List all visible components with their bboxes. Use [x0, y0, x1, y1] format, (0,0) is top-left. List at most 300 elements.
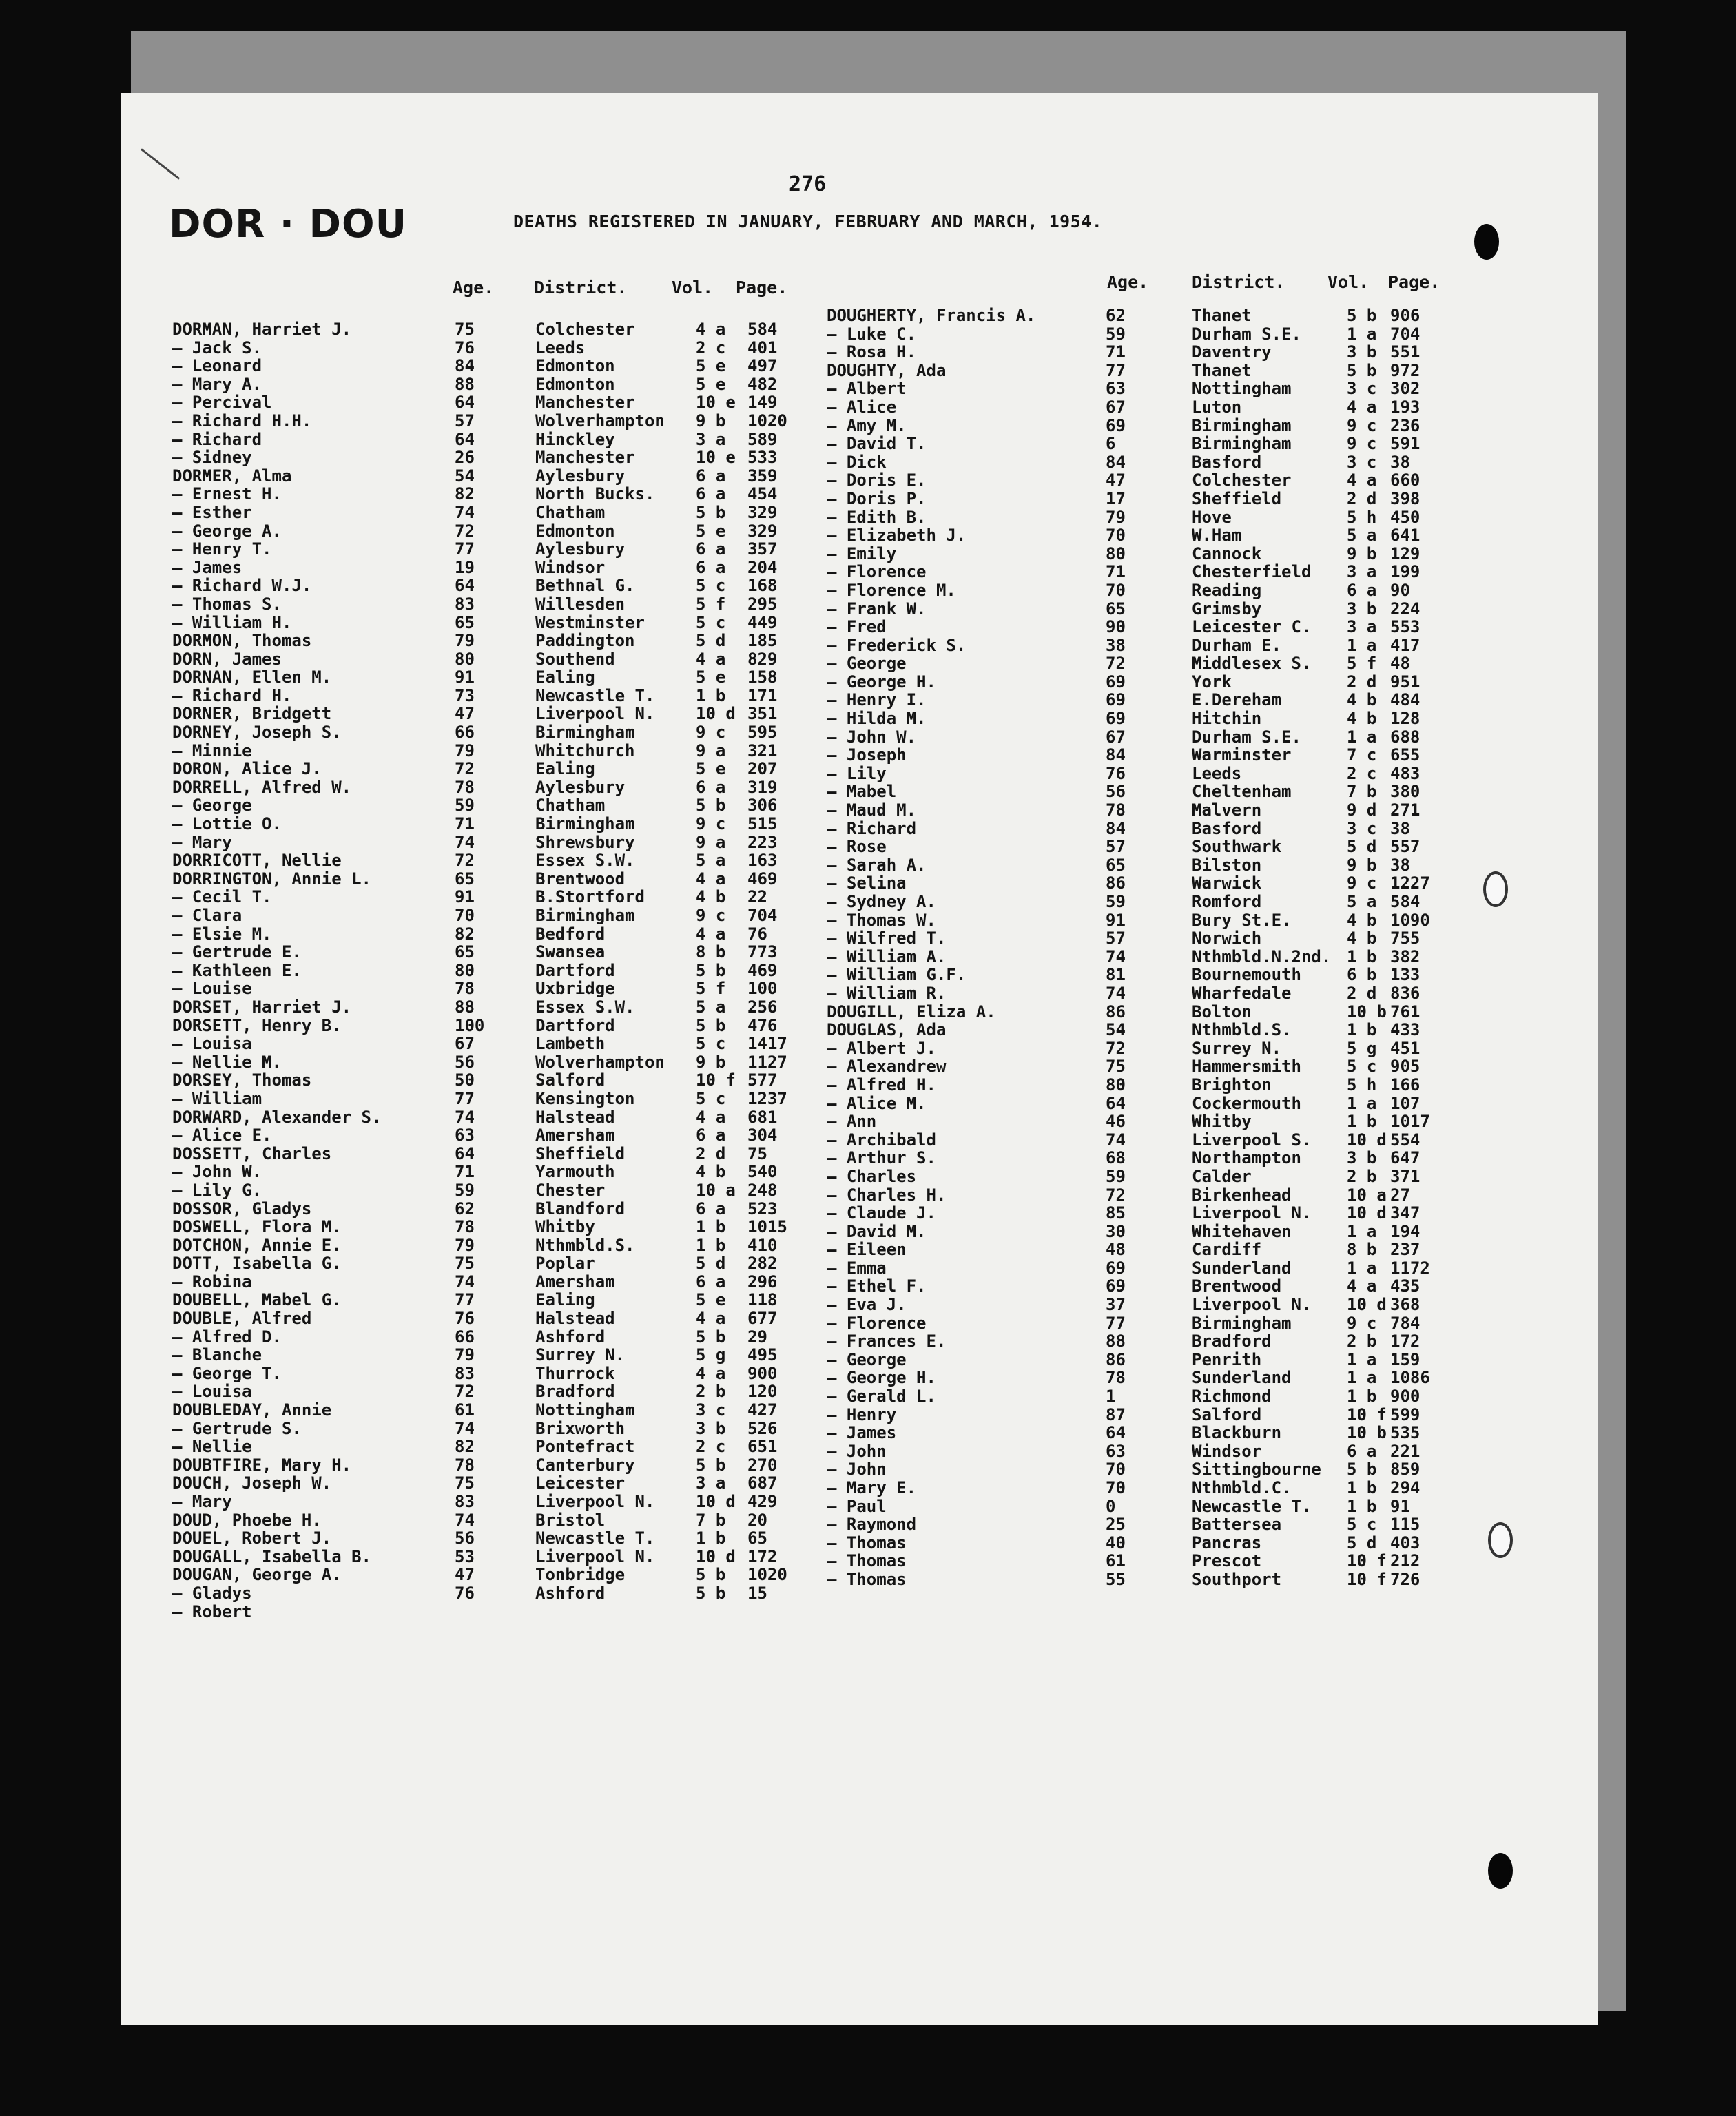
entry-vol: 5 c	[696, 1034, 726, 1054]
entry-name: — Ann	[827, 1112, 877, 1132]
entry-vol: 10 f	[1347, 1404, 1387, 1424]
entry-age: 57	[455, 411, 475, 431]
entry-age: 74	[455, 1510, 475, 1530]
entry-vol: 5 d	[696, 1254, 726, 1274]
entry-name: DORWARD, Alexander S.	[172, 1107, 382, 1127]
entry-age: 88	[455, 374, 475, 394]
entry-name: — Rosa H.	[827, 342, 917, 362]
entry-vol: 3 b	[1347, 342, 1377, 362]
entry-district: Prescot	[1192, 1551, 1262, 1571]
entry-age: 75	[455, 1473, 475, 1493]
entry-page: 451	[1390, 1038, 1420, 1058]
entry-age: 64	[455, 1143, 475, 1163]
entry-vol: 7 b	[1347, 782, 1377, 802]
entry-district: Shrewsbury	[535, 832, 635, 852]
entry-name: — Dick	[827, 452, 887, 472]
entry-name: — Henry	[827, 1404, 897, 1424]
entry-name: — Richard H.H.	[172, 411, 312, 431]
entry-page: 149	[747, 393, 778, 413]
entry-name: DORRICOTT, Nellie	[172, 851, 342, 871]
entry-age: 91	[455, 887, 475, 907]
entry-age: 50	[455, 1070, 475, 1090]
entry-page: 469	[747, 960, 778, 980]
entry-district: Halstead	[535, 1107, 615, 1127]
entry-age: 76	[455, 1583, 475, 1603]
entry-age: 65	[455, 612, 475, 632]
entry-district: Newcastle T.	[535, 1528, 655, 1548]
entry-page: 207	[747, 759, 778, 779]
entry-age: 72	[1106, 654, 1126, 674]
entry-age: 78	[1106, 800, 1126, 820]
entry-age: 69	[1106, 1258, 1126, 1278]
entry-age: 56	[455, 1528, 475, 1548]
entry-name: — Emma	[827, 1258, 887, 1278]
right-header-vol: Vol.	[1327, 272, 1370, 292]
entry-name: — Nellie M.	[172, 1052, 282, 1072]
entry-name: — William	[172, 1088, 262, 1108]
entry-age: 53	[455, 1546, 475, 1566]
entry-district: Wolverhampton	[535, 411, 665, 431]
entry-name: — Eileen	[827, 1240, 907, 1260]
entry-district: Hove	[1192, 507, 1232, 527]
entry-page: 15	[747, 1583, 767, 1603]
entry-age: 100	[455, 1015, 485, 1035]
entry-vol: 6 a	[696, 1199, 726, 1218]
entry-age: 85	[1106, 1203, 1126, 1223]
entry-name: — Robert	[172, 1601, 252, 1621]
entry-district: B.Stortford	[535, 887, 645, 907]
entry-page: 1172	[1390, 1258, 1430, 1278]
entry-district: Aylesbury	[535, 539, 626, 559]
entry-vol: 5 e	[696, 759, 726, 779]
right-header-age: Age.	[1107, 272, 1149, 292]
entry-vol: 1 b	[1347, 946, 1377, 966]
entry-age: 74	[455, 1272, 475, 1292]
entry-name: — George T.	[172, 1363, 282, 1383]
entry-name: — John W.	[172, 1162, 262, 1182]
entry-district: Daventry	[1192, 342, 1272, 362]
entry-district: Bradford	[535, 1382, 615, 1402]
entry-vol: 6 a	[696, 777, 726, 797]
entry-page: 449	[747, 612, 778, 632]
entry-vol: 2 b	[1347, 1331, 1377, 1351]
entry-name: — George	[827, 654, 907, 674]
entry-age: 47	[1106, 470, 1126, 490]
entry-age: 83	[455, 594, 475, 614]
entry-district: Birmingham	[1192, 1313, 1292, 1333]
entry-district: Warwick	[1192, 873, 1262, 893]
entry-vol: 10 b	[1347, 1002, 1387, 1021]
entry-age: 72	[455, 759, 475, 779]
entry-age: 74	[1106, 946, 1126, 966]
entry-page: 38	[1390, 818, 1410, 838]
entry-district: Romford	[1192, 892, 1262, 911]
entry-district: Bury St.E.	[1192, 910, 1292, 930]
entry-page: 166	[1390, 1075, 1420, 1095]
entry-page: 577	[747, 1070, 778, 1090]
entry-district: Paddington	[535, 631, 635, 651]
entry-vol: 7 b	[696, 1510, 726, 1530]
entry-name: — Ethel F.	[827, 1276, 927, 1296]
entry-vol: 10 f	[696, 1070, 736, 1090]
entry-age: 86	[1106, 873, 1126, 893]
entry-age: 1	[1106, 1387, 1116, 1407]
entry-district: Chester	[535, 1180, 606, 1200]
entry-vol: 10 e	[696, 448, 736, 468]
entry-district: Ashford	[535, 1327, 606, 1347]
entry-age: 71	[1106, 562, 1126, 582]
entry-name: — Florence	[827, 562, 927, 582]
entry-age: 76	[1106, 763, 1126, 783]
entry-age: 84	[1106, 452, 1126, 472]
entry-vol: 5 f	[696, 594, 726, 614]
entry-district: Cockermouth	[1192, 1093, 1301, 1113]
binder-hole-middle	[1483, 871, 1508, 907]
entry-name: DORMON, Thomas	[172, 631, 312, 651]
entry-page: 368	[1390, 1295, 1420, 1315]
entry-age: 65	[1106, 855, 1126, 875]
entry-age: 54	[1106, 1020, 1126, 1040]
entry-page: 172	[1390, 1331, 1420, 1351]
entry-vol: 4 a	[696, 320, 726, 339]
left-header-page: Page.	[736, 278, 788, 298]
entry-district: Newcastle T.	[1192, 1496, 1312, 1516]
entry-page: 29	[747, 1327, 767, 1347]
entry-vol: 1 a	[1347, 635, 1377, 655]
entry-district: Southport	[1192, 1569, 1282, 1589]
entry-vol: 9 c	[696, 906, 726, 925]
entry-vol: 6 a	[696, 1272, 726, 1292]
entry-page: 551	[1390, 342, 1420, 362]
entry-vol: 1 a	[1347, 1221, 1377, 1241]
entry-age: 83	[455, 1492, 475, 1511]
entry-age: 69	[1106, 709, 1126, 729]
entry-district: Nthmbld.N.2nd.	[1192, 946, 1332, 966]
entry-name: — Sarah A.	[827, 855, 927, 875]
entry-vol: 3 b	[1347, 1148, 1377, 1168]
entry-age: 82	[455, 484, 475, 504]
entry-page: 1017	[1390, 1112, 1430, 1132]
entry-vol: 5 b	[696, 796, 726, 816]
entry-name: — Gladys	[172, 1583, 252, 1603]
entry-district: Bilston	[1192, 855, 1262, 875]
entry-page: 540	[747, 1162, 778, 1182]
entry-age: 77	[455, 1088, 475, 1108]
entry-vol: 3 c	[1347, 818, 1377, 838]
entry-page: 380	[1390, 782, 1420, 802]
entry-name: — Louisa	[172, 1034, 252, 1054]
entry-vol: 5 a	[696, 851, 726, 871]
entry-age: 59	[455, 1180, 475, 1200]
entry-name: DORSEY, Thomas	[172, 1070, 312, 1090]
entry-page: 761	[1390, 1002, 1420, 1021]
entry-name: — Gertrude E.	[172, 942, 302, 962]
entry-district: York	[1192, 672, 1232, 692]
entry-name: — Joseph	[827, 745, 907, 765]
entry-name: DOUGLAS, Ada	[827, 1020, 947, 1040]
entry-age: 73	[455, 685, 475, 705]
entry-age: 63	[455, 1126, 475, 1145]
entry-vol: 2 d	[1347, 672, 1377, 692]
entry-name: — Charles	[827, 1166, 917, 1186]
register-heading: DEATHS REGISTERED IN JANUARY, FEBRUARY AND MARCH, 1954.	[513, 211, 1103, 231]
entry-age: 72	[1106, 1038, 1126, 1058]
entry-vol: 6 a	[696, 484, 726, 504]
entry-district: Essex S.W.	[535, 851, 635, 871]
entry-name: DORMAN, Harriet J.	[172, 320, 352, 339]
entry-page: 526	[747, 1418, 778, 1438]
entry-page: 120	[747, 1382, 778, 1402]
entry-vol: 10 d	[696, 1492, 736, 1511]
entry-age: 63	[1106, 379, 1126, 399]
entry-district: Willesden	[535, 594, 626, 614]
entry-name: — John W.	[827, 727, 917, 747]
entry-age: 38	[1106, 635, 1126, 655]
entry-page: 38	[1390, 452, 1410, 472]
entry-page: 900	[1390, 1387, 1420, 1407]
entry-age: 54	[455, 466, 475, 486]
entry-vol: 5 b	[696, 960, 726, 980]
entry-vol: 4 b	[1347, 929, 1377, 948]
entry-district: Kensington	[535, 1088, 635, 1108]
entry-vol: 10 b	[1347, 1423, 1387, 1443]
entry-page: 382	[1390, 946, 1420, 966]
entry-name: DORON, Alice J.	[172, 759, 322, 779]
entry-district: Pancras	[1192, 1533, 1262, 1553]
entry-page: 972	[1390, 360, 1420, 380]
entry-vol: 4 b	[1347, 709, 1377, 729]
entry-district: Leicester	[535, 1473, 626, 1493]
entry-name: — William R.	[827, 983, 947, 1003]
entry-vol: 5 c	[1347, 1515, 1377, 1535]
entry-district: Sheffield	[535, 1143, 626, 1163]
entry-name: DOUBTFIRE, Mary H.	[172, 1455, 352, 1475]
entry-district: Manchester	[535, 448, 635, 468]
entry-age: 70	[1106, 1478, 1126, 1497]
entry-name: — Elizabeth J.	[827, 526, 967, 546]
entry-vol: 1 b	[1347, 1387, 1377, 1407]
entry-name: DORSET, Harriet J.	[172, 997, 352, 1017]
entry-name: — Henry T.	[172, 539, 272, 559]
entry-age: 65	[455, 869, 475, 889]
entry-age: 74	[1106, 1130, 1126, 1150]
entry-name: DOTT, Isabella G.	[172, 1254, 342, 1274]
entry-district: Basford	[1192, 818, 1262, 838]
register-page	[121, 93, 1598, 2025]
entry-name: DOUCH, Joseph W.	[172, 1473, 332, 1493]
entry-vol: 3 c	[1347, 452, 1377, 472]
entry-page: 951	[1390, 672, 1420, 692]
entry-age: 66	[455, 1327, 475, 1347]
entry-district: Leicester C.	[1192, 617, 1312, 637]
entry-vol: 5 d	[1347, 1533, 1377, 1553]
entry-age: 79	[455, 1235, 475, 1255]
corner-mark	[141, 148, 180, 179]
entry-vol: 4 a	[1347, 470, 1377, 490]
entry-district: Surrey N.	[535, 1345, 626, 1365]
entry-age: 80	[1106, 543, 1126, 563]
entry-vol: 6 a	[696, 557, 726, 577]
entry-vol: 10 f	[1347, 1569, 1387, 1589]
entry-vol: 5 b	[696, 1455, 726, 1475]
entry-name: — Kathleen E.	[172, 960, 302, 980]
entry-district: Liverpool N.	[535, 704, 655, 724]
entry-name: — Charles H.	[827, 1185, 947, 1205]
entry-page: 450	[1390, 507, 1420, 527]
entry-district: Liverpool N.	[1192, 1295, 1312, 1315]
entry-vol: 9 a	[696, 740, 726, 760]
entry-age: 75	[455, 320, 475, 339]
entry-page: 38	[1390, 855, 1410, 875]
entry-name: — Sydney A.	[827, 892, 936, 911]
entry-page: 248	[747, 1180, 778, 1200]
entry-district: Liverpool N.	[535, 1546, 655, 1566]
entry-vol: 5 a	[1347, 892, 1377, 911]
entry-page: 784	[1390, 1313, 1420, 1333]
entry-name: — George	[827, 1349, 907, 1369]
entry-page: 836	[1390, 983, 1420, 1003]
entry-district: Blandford	[535, 1199, 626, 1218]
entry-age: 26	[455, 448, 475, 468]
entry-name: — Robina	[172, 1272, 252, 1292]
entry-name: DOSSOR, Gladys	[172, 1199, 312, 1218]
entry-page: 1015	[747, 1217, 787, 1237]
entry-page: 704	[747, 906, 778, 925]
entry-vol: 1 b	[696, 1235, 726, 1255]
entry-page: 687	[747, 1473, 778, 1493]
entry-name: DOSWELL, Flora M.	[172, 1217, 342, 1237]
entry-page: 296	[747, 1272, 778, 1292]
entry-page: 100	[747, 979, 778, 999]
entry-vol: 5 c	[696, 576, 726, 596]
entry-age: 25	[1106, 1515, 1126, 1535]
entry-page: 1237	[747, 1088, 787, 1108]
entry-age: 80	[1106, 1075, 1126, 1095]
entry-vol: 3 a	[696, 429, 726, 449]
entry-page: 595	[747, 723, 778, 743]
entry-district: Durham E.	[1192, 635, 1282, 655]
entry-age: 69	[1106, 1276, 1126, 1296]
entry-district: Newcastle T.	[535, 685, 655, 705]
entry-page: 1417	[747, 1034, 787, 1054]
entry-vol: 4 b	[696, 1162, 726, 1182]
entry-age: 69	[1106, 690, 1126, 710]
entry-name: — Rose	[827, 837, 887, 857]
entry-vol: 1 b	[696, 1528, 726, 1548]
entry-name: — Alfred D.	[172, 1327, 282, 1347]
entry-age: 72	[1106, 1185, 1126, 1205]
entry-district: Bolton	[1192, 1002, 1252, 1021]
entry-page: 497	[747, 356, 778, 376]
entry-name: — Mary E.	[827, 1478, 917, 1497]
entry-page: 20	[747, 1510, 767, 1530]
entry-vol: 6 a	[696, 466, 726, 486]
entry-page: 660	[1390, 470, 1420, 490]
entry-name: — James	[827, 1423, 897, 1443]
entry-name: — Louisa	[172, 1382, 252, 1402]
entry-page: 688	[1390, 727, 1420, 747]
entry-vol: 3 b	[696, 1418, 726, 1438]
entry-vol: 2 d	[1347, 983, 1377, 1003]
entry-age: 78	[455, 1217, 475, 1237]
entry-page: 900	[747, 1363, 778, 1383]
entry-vol: 5 a	[1347, 526, 1377, 546]
entry-district: Whitchurch	[535, 740, 635, 760]
entry-name: — Amy M.	[827, 415, 907, 435]
entry-vol: 5 b	[696, 502, 726, 522]
entry-page: 172	[747, 1546, 778, 1566]
entry-name: DOUBLEDAY, Annie	[172, 1400, 332, 1420]
entry-vol: 9 b	[696, 1052, 726, 1072]
entry-vol: 1 a	[1347, 1258, 1377, 1278]
entry-name: DOUD, Phoebe H.	[172, 1510, 322, 1530]
entry-name: — Frederick S.	[827, 635, 967, 655]
entry-name: — Frances E.	[827, 1331, 947, 1351]
entry-vol: 1 b	[1347, 1020, 1377, 1040]
entry-age: 71	[455, 814, 475, 834]
entry-name: — Alice E.	[172, 1126, 272, 1145]
entry-district: Aylesbury	[535, 777, 626, 797]
entry-name: — Florence	[827, 1313, 927, 1333]
entry-district: Swansea	[535, 942, 606, 962]
entry-age: 59	[1106, 892, 1126, 911]
entry-age: 74	[455, 1107, 475, 1127]
entry-vol: 3 b	[1347, 599, 1377, 619]
entry-vol: 4 a	[696, 869, 726, 889]
entry-district: E.Dereham	[1192, 690, 1282, 710]
entry-vol: 5 f	[696, 979, 726, 999]
entry-district: Edmonton	[535, 374, 615, 394]
entry-name: DOSSETT, Charles	[172, 1143, 332, 1163]
entry-age: 76	[455, 338, 475, 357]
entry-age: 48	[1106, 1240, 1126, 1260]
entry-district: Essex S.W.	[535, 997, 635, 1017]
entry-district: Battersea	[1192, 1515, 1282, 1535]
entry-vol: 10 d	[1347, 1295, 1387, 1315]
entry-age: 46	[1106, 1112, 1126, 1132]
entry-page: 429	[747, 1492, 778, 1511]
entry-age: 79	[455, 740, 475, 760]
entry-name: — Mary	[172, 1492, 232, 1511]
entry-page: 115	[1390, 1515, 1420, 1535]
entry-vol: 5 b	[696, 1015, 726, 1035]
entry-name: — Thomas S.	[172, 594, 282, 614]
entry-age: 70	[1106, 526, 1126, 546]
entry-vol: 4 a	[1347, 397, 1377, 417]
entry-name: — Richard H.	[172, 685, 292, 705]
entry-name: — Blanche	[172, 1345, 262, 1365]
entry-age: 69	[1106, 415, 1126, 435]
entry-district: Whitehaven	[1192, 1221, 1292, 1241]
entry-vol: 9 d	[1347, 800, 1377, 820]
entry-page: 591	[1390, 434, 1420, 454]
entry-name: — Alfred H.	[827, 1075, 936, 1095]
entry-age: 79	[455, 631, 475, 651]
entry-vol: 4 a	[696, 1309, 726, 1329]
entry-page: 22	[747, 887, 767, 907]
entry-vol: 6 a	[696, 539, 726, 559]
entry-district: Dartford	[535, 960, 615, 980]
entry-page: 282	[747, 1254, 778, 1274]
entry-vol: 5 e	[696, 521, 726, 541]
entry-district: Thurrock	[535, 1363, 615, 1383]
entry-name: DORNER, Bridgett	[172, 704, 332, 724]
binder-hole-bottom	[1488, 1853, 1513, 1889]
entry-page: 319	[747, 777, 778, 797]
entry-name: — Hilda M.	[827, 709, 927, 729]
entry-vol: 8 b	[696, 942, 726, 962]
entry-district: Grimsby	[1192, 599, 1262, 619]
